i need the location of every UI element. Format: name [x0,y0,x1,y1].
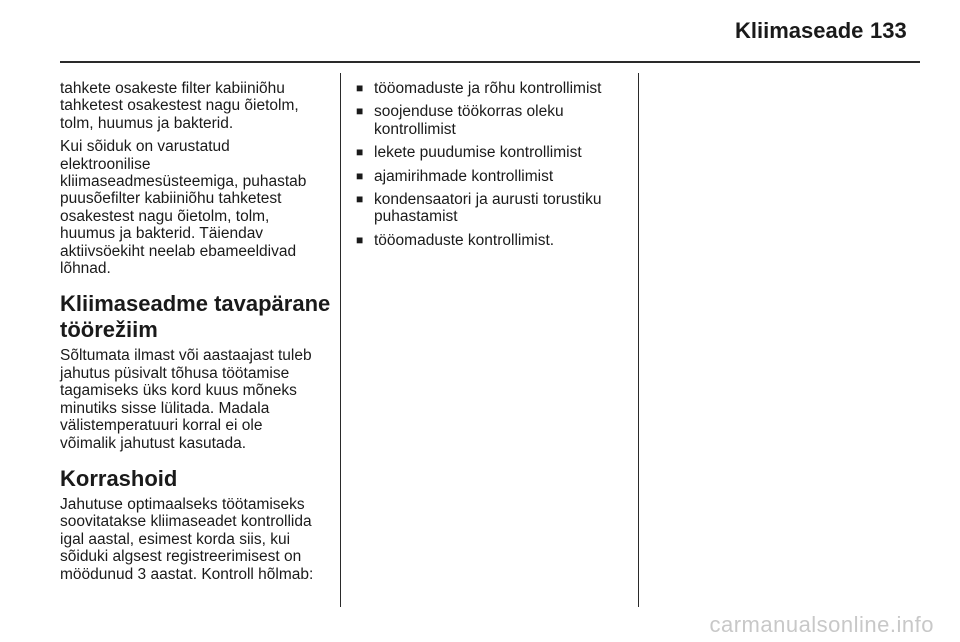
paragraph-maintenance: Jahutuse optimaalseks töötamiseks soovitatakse kliimaseadet kontrollida igal aastal, esimest korda siis, kui sõiduki algsest registreerimisest on möödunud 3 aastat. Kontroll hõlmab: [60,495,314,583]
bullet-square-icon: ■ [356,192,364,207]
left-column [60,80,332,589]
column-divider-left [340,73,341,607]
middle-column [356,80,631,255]
list-item [356,168,631,185]
list-item [356,103,631,138]
column-divider-right [638,73,639,607]
heading-normal-operation: Kliimaseadme tavapärane töörežiim [60,291,331,343]
list-item [356,232,631,249]
bullet-square-icon: ■ [356,104,364,119]
list-item-text: soojenduse töökorras oleku kontrollimist [374,103,564,138]
list-item [356,80,631,97]
paragraph-filter-intro: tahkete osakeste filter kabiiniõhu tahketest osakestest nagu õietolm, tolm, huumus ja bakterid. [60,80,299,132]
heading-maintenance: Korrashoid [60,465,178,491]
list-item-text: ajamirihmade kontrollimist [374,167,554,185]
paragraph-electronic-climate: Kui sõiduk on varustatud elektroonilise kliimaseadmesüsteemiga, puhastab puusõefilter kabiiniõhu tahketest osakestest nagu õietolm, tolm, huumus ja bakterid. Täiendav aktiivsöekiht neelab ebameeldivad lõhnad. [60,138,307,278]
inspection-list [356,80,631,249]
list-item-text: kondensaatori ja aurusti torustiku puhastamist [374,191,602,226]
bullet-square-icon: ■ [356,145,364,160]
list-item-text: tööomaduste kontrollimist. [374,231,555,249]
header-divider [60,61,920,63]
page-number: 133 [870,18,907,43]
list-item-text: tööomaduste ja rõhu kontrollimist [374,80,602,97]
paragraph-normal-operation: Sõltumata ilmast või aastaajast tuleb jahutus püsivalt tõhusa töötamise tagamiseks üks kord kuus mõneks minutiks sisse lülitada. Madala välistemperatuuri korral ei ole võimalik jahutust kasutada. [60,347,312,452]
bullet-square-icon: ■ [356,81,364,95]
bullet-square-icon: ■ [356,168,364,183]
list-item-text: lekete puudumise kontrollimist [374,144,582,162]
page-header-title: Kliimaseade [735,18,864,43]
list-item [356,191,631,226]
bullet-square-icon: ■ [356,232,364,247]
list-item [356,144,631,161]
watermark: carmanualsonline.info [709,612,934,637]
